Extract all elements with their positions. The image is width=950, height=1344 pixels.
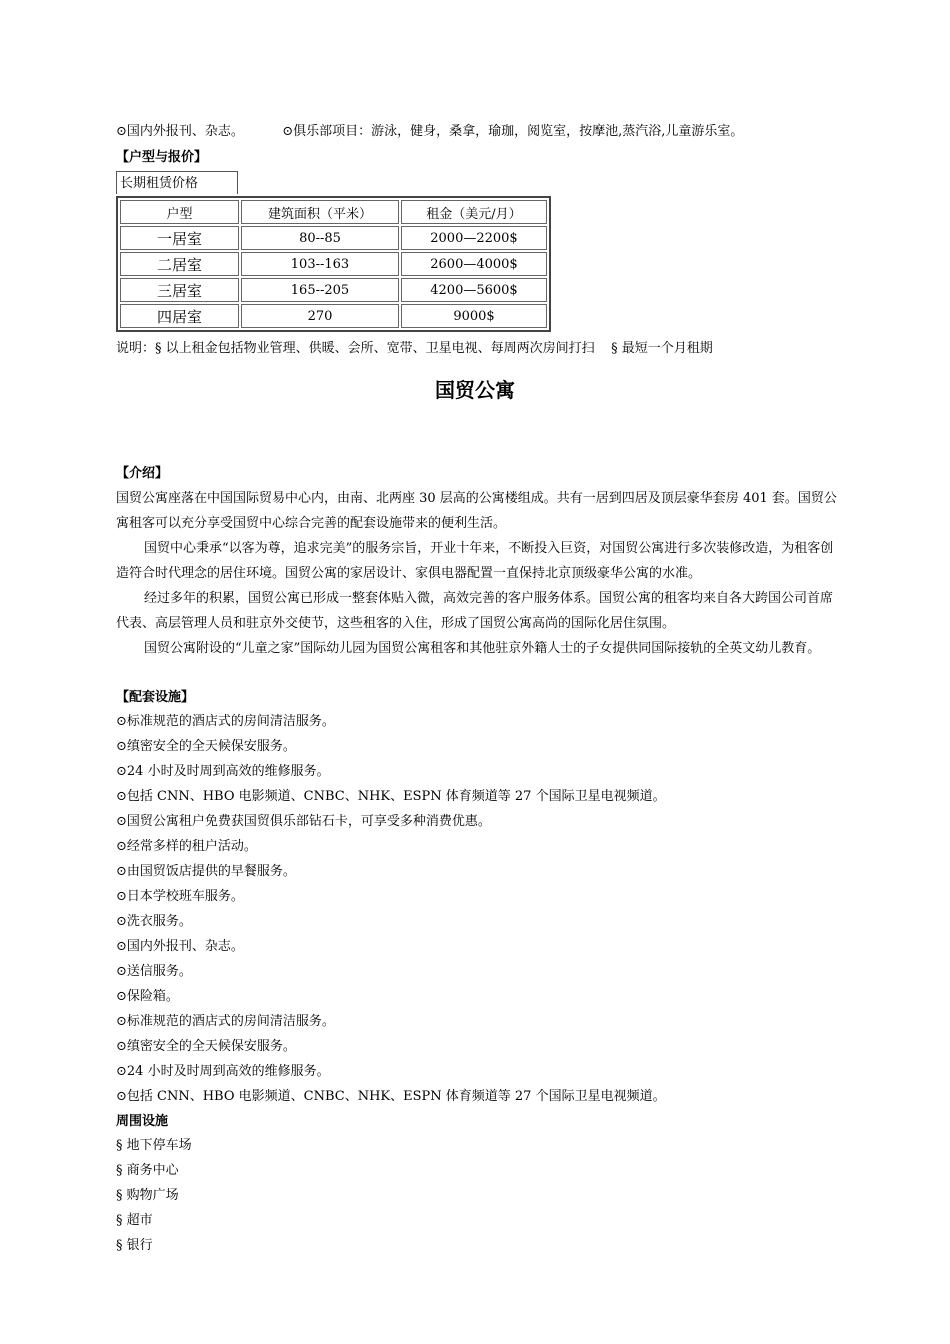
surrounding-item: § 购物广场: [116, 1188, 179, 1203]
room-type-cell: 四居室: [120, 304, 239, 328]
room-type-cell: 三居室: [120, 278, 239, 302]
facility-item: ⊙缜密安全的全天候保安服务。: [116, 1039, 296, 1054]
facility-item: ⊙送信服务。: [116, 964, 192, 979]
area-cell: 103--163: [241, 252, 399, 276]
top-line: [116, 124, 743, 140]
rent-cell: 4200—5600$: [401, 278, 547, 302]
facility-item: ⊙国内外报刊、杂志。: [116, 939, 244, 954]
intro-paragraph: 经过多年的积累，国贸公寓已形成一整套体贴入微，高效完善的客户服务体系。国贸公寓的租客均来自各大跨国公司首席代表、高层管理人员和驻京外交使节，这些租客的入住，形成了国贸公寓高尚的国际化居住氛围。: [116, 591, 834, 631]
area-cell: 80--85: [241, 226, 399, 250]
facility-item: ⊙标准规范的酒店式的房间清洁服务。: [116, 1014, 335, 1029]
surrounding-item: § 超市: [116, 1213, 153, 1228]
facility-item: ⊙缜密安全的全天候保安服务。: [116, 739, 296, 754]
facility-item: ⊙24 小时及时周到高效的维修服务。: [116, 1064, 330, 1079]
surrounding-item: § 银行: [116, 1238, 153, 1253]
pricing-heading: 【户型与报价】: [116, 150, 208, 165]
pricing-caption: 长期租赁价格: [116, 171, 238, 194]
rent-cell: 2000—2200$: [401, 226, 547, 250]
area-cell: 165--205: [241, 278, 399, 302]
page-title: 国贸公寓: [435, 378, 515, 402]
rent-cell: 9000$: [401, 304, 547, 328]
surrounding-item: § 商务中心: [116, 1163, 179, 1178]
facility-item: ⊙由国贸饭店提供的早餐服务。: [116, 864, 296, 879]
facility-item: ⊙保险箱。: [116, 989, 179, 1004]
surroundings-heading: 周围设施: [116, 1114, 169, 1129]
facility-item: ⊙包括 CNN、HBO 电影频道、CNBC、NHK、ESPN 体育频道等 27 个国际卫星电视频道。: [116, 789, 666, 804]
facility-item: ⊙洗衣服务。: [116, 914, 192, 929]
column-header: 租金（美元/月）: [401, 200, 547, 224]
facility-item: ⊙24 小时及时周到高效的维修服务。: [116, 764, 330, 779]
table-header-row: [120, 200, 547, 224]
facility-item: ⊙经常多样的租户活动。: [116, 839, 257, 854]
facility-item: ⊙标准规范的酒店式的房间清洁服务。: [116, 714, 335, 729]
table-row: [120, 278, 547, 302]
intro-paragraph: 国贸公寓附设的“儿童之家”国际幼儿园为国贸公寓租客和其他驻京外籍人士的子女提供同国际接轨的全英文幼儿教育。: [144, 641, 821, 656]
intro-paragraph: 国贸中心秉承“以客为尊，追求完美”的服务宗旨，开业十年来，不断投入巨资，对国贸公寓进行多次装修改造，为租客创造符合时代理念的居住环境。国贸公寓的家居设计、家俱电器配置一直保持北京顶级豪华公寓的水准。: [116, 541, 834, 581]
facility-item: ⊙包括 CNN、HBO 电影频道、CNBC、NHK、ESPN 体育频道等 27 个国际卫星电视频道。: [116, 1089, 666, 1104]
facility-item: ⊙日本学校班车服务。: [116, 889, 244, 904]
facilities-heading: 【配套设施】: [116, 690, 195, 705]
intro-heading: 【介绍】: [116, 466, 169, 481]
intro-paragraph: 国贸公寓座落在中国国际贸易中心内，由南、北两座 30 层高的公寓楼组成。共有一居到四居及顶层豪华套房 401 套。国贸公寓租客可以充分享受国贸中心综合完善的配套设施带来的便利生活。: [116, 491, 837, 531]
top-line-right: ⊙俱乐部项目：游泳，健身，桑拿，瑜珈，阅览室，按摩池,蒸汽浴,儿童游乐室。: [282, 124, 744, 139]
room-type-cell: 一居室: [120, 226, 239, 250]
room-type-cell: 二居室: [120, 252, 239, 276]
pricing-table: [116, 196, 551, 332]
facility-item: ⊙国贸公寓租户免费获国贸俱乐部钻石卡，可享受多种消费优惠。: [116, 814, 491, 829]
surrounding-item: § 地下停车场: [116, 1138, 192, 1153]
table-row: [120, 252, 547, 276]
rent-cell: 2600—4000$: [401, 252, 547, 276]
area-cell: 270: [241, 304, 399, 328]
table-row: [120, 226, 547, 250]
top-line-left: ⊙国内外报刊、杂志。: [116, 124, 244, 139]
column-header: 建筑面积（平米）: [241, 200, 399, 224]
column-header: 户型: [120, 200, 239, 224]
pricing-note: 说明：§ 以上租金包括物业管理、供暖、会所、宽带、卫星电视、每周两次房间打扫 § 最短一个月租期: [116, 341, 713, 356]
table-row: [120, 304, 547, 328]
